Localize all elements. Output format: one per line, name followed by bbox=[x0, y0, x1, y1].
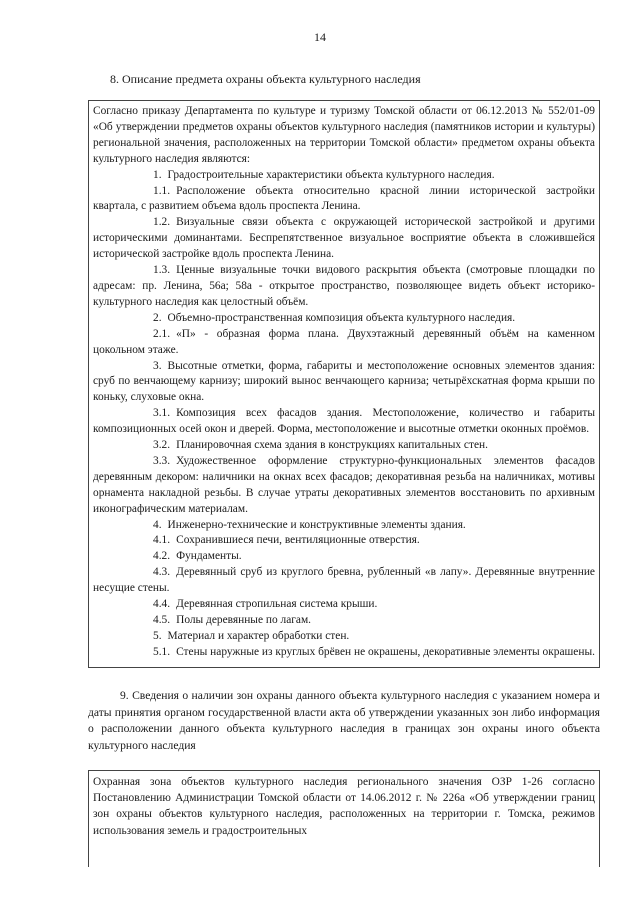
protection-item-text: Объемно-пространственная композиция объекта культурного наследия. bbox=[167, 311, 516, 324]
protection-subject-box bbox=[88, 100, 600, 668]
protection-item-number: 3. bbox=[153, 359, 162, 372]
protection-item-text: Композиция всех фасадов здания. Местоположение, количество и габариты композиционных осей окон и дверей. Форма, местоположение и высотные отметки оконных проёмов. bbox=[93, 407, 595, 436]
protection-items-list bbox=[93, 168, 595, 661]
protection-item-number: 1.3. bbox=[153, 264, 171, 277]
protection-item-text: Высотные отметки, форма, габариты и местоположение основных элементов здания: сруб по венчающему карнизу; широкий вынос венчающего карниза; четырёхскатная форма крыши по коньку, слуховые окна. bbox=[93, 359, 595, 404]
protection-item bbox=[93, 311, 595, 327]
protection-item bbox=[93, 263, 595, 311]
protection-item-number: 3.3. bbox=[153, 454, 171, 467]
protection-item-text: Планировочная схема здания в конструкциях капитальных стен. bbox=[176, 439, 488, 452]
protection-item bbox=[93, 359, 595, 407]
protection-item-number: 4.2. bbox=[153, 550, 171, 563]
protection-item-number: 4.4. bbox=[153, 598, 171, 611]
protection-item bbox=[93, 327, 595, 359]
protection-item-number: 1.2. bbox=[153, 216, 171, 229]
protection-zone-box bbox=[88, 770, 600, 867]
protection-item bbox=[93, 533, 595, 549]
protection-zone-text: Охранная зона объектов культурного наследия регионального значения ОЗР 1-26 согласно Постановлению Администрации Томской области от 14.06.2012 г. № 226а «Об утверждении границ зон охраны объектов культурного наследия, расположенных на территории г. Томска, режимов использования земель и градостроительных bbox=[93, 776, 595, 837]
protection-item-number: 4.1. bbox=[153, 534, 171, 547]
protection-item-text: Визуальные связи объекта с окружающей исторической застройкой и другими историческими доминантами. Беспрепятственное визуальное восприятие объекта в сложившейся исторической застройке вдоль проспекта Ленина. bbox=[93, 216, 595, 261]
protection-item-number: 2.1. bbox=[153, 327, 171, 340]
protection-item-text: Инженерно-технические и конструктивные элементы здания. bbox=[167, 518, 466, 531]
protection-item-text: Деревянная стропильная система крыши. bbox=[176, 598, 378, 611]
protection-item-text: Деревянный сруб из круглого бревна, рубленный «в лапу». Деревянные внутренние несущие стены. bbox=[93, 566, 595, 595]
protection-item-text: Художественное оформление структурно-функциональных элементов фасадов деревянным декором: наличники на окнах всех фасадов; декоративная резьба на наличниках, мотивы орнамента накладной резьбы. В случае утраты декоративных элементов восстановить по архивным иконографическим материалам. bbox=[93, 454, 595, 515]
protection-item bbox=[93, 597, 595, 613]
page-number: 14 bbox=[314, 30, 326, 44]
protection-item bbox=[93, 406, 595, 438]
protection-item-text: Ценные визуальные точки видового раскрытия объекта (смотровые площадки по адресам: пр. Ленина, 56а; 58а - открытое пространство, позволяющее видеть объект историко-культурного наследия как целостный объём. bbox=[93, 264, 595, 308]
protection-item bbox=[93, 454, 595, 518]
protection-item-number: 5. bbox=[153, 629, 162, 642]
protection-item bbox=[93, 168, 595, 184]
protection-item-number: 3.2. bbox=[153, 439, 171, 452]
protection-item bbox=[93, 184, 595, 216]
section-9 bbox=[88, 688, 600, 754]
section-8-intro: Согласно приказу Департамента по культуре и туризму Томской области от 06.12.2013 № 552/01-09 «Об утверждении предметов охраны объектов культурного наследия (памятников истории и культуры) региональной значения, расположенных на территории Томской области» предметом охраны объекта культурного наследия являются: bbox=[93, 105, 595, 165]
protection-item-number: 1.1. bbox=[153, 184, 171, 197]
protection-item-text: «П» - образная форма плана. Двухэтажный деревянный объём на каменном цокольном этаже. bbox=[93, 327, 595, 356]
protection-item-number: 3.1. bbox=[153, 407, 171, 420]
protection-item-text: Фундаменты. bbox=[176, 550, 242, 563]
protection-item-number: 2. bbox=[153, 311, 162, 324]
protection-item bbox=[93, 565, 595, 597]
protection-item-number: 5.1. bbox=[153, 645, 171, 658]
protection-item-number: 4.5. bbox=[153, 614, 171, 626]
protection-item-text: Расположение объекта относительно красной линии исторической застройки квартала, с развитием объема вдоль проспекта Ленина. bbox=[93, 184, 595, 213]
protection-item bbox=[93, 629, 595, 645]
protection-item bbox=[93, 518, 595, 534]
section-9-title: 9. Сведения о наличии зон охраны данного объекта культурного наследия с указанием номера и даты принятия органом государственной власти акта об утверждении указанных зон либо информация о расположении данного объекта культурного наследия в границах зон охраны иного объекта культурного наследия bbox=[88, 689, 600, 752]
protection-item bbox=[93, 438, 595, 454]
protection-item-number: 4. bbox=[153, 518, 162, 531]
protection-item-text: Градостроительные характеристики объекта культурного наследия. bbox=[167, 168, 495, 181]
protection-item-text: Материал и характер обработки стен. bbox=[167, 629, 350, 642]
protection-item bbox=[93, 645, 595, 661]
protection-item-number: 4.3. bbox=[153, 566, 171, 579]
protection-item-text: Стены наружные из круглых брёвен не окрашены, декоративные элементы окрашены. bbox=[176, 645, 595, 658]
protection-item bbox=[93, 549, 595, 565]
section-8-title: 8. Описание предмета охраны объекта культурного наследия bbox=[110, 72, 421, 86]
protection-item bbox=[93, 613, 595, 629]
protection-item-text: Полы деревянные по лагам. bbox=[176, 614, 312, 626]
protection-item bbox=[93, 215, 595, 263]
protection-item-text: Сохранившиеся печи, вентиляционные отверстия. bbox=[176, 534, 420, 547]
protection-item-number: 1. bbox=[153, 168, 162, 181]
